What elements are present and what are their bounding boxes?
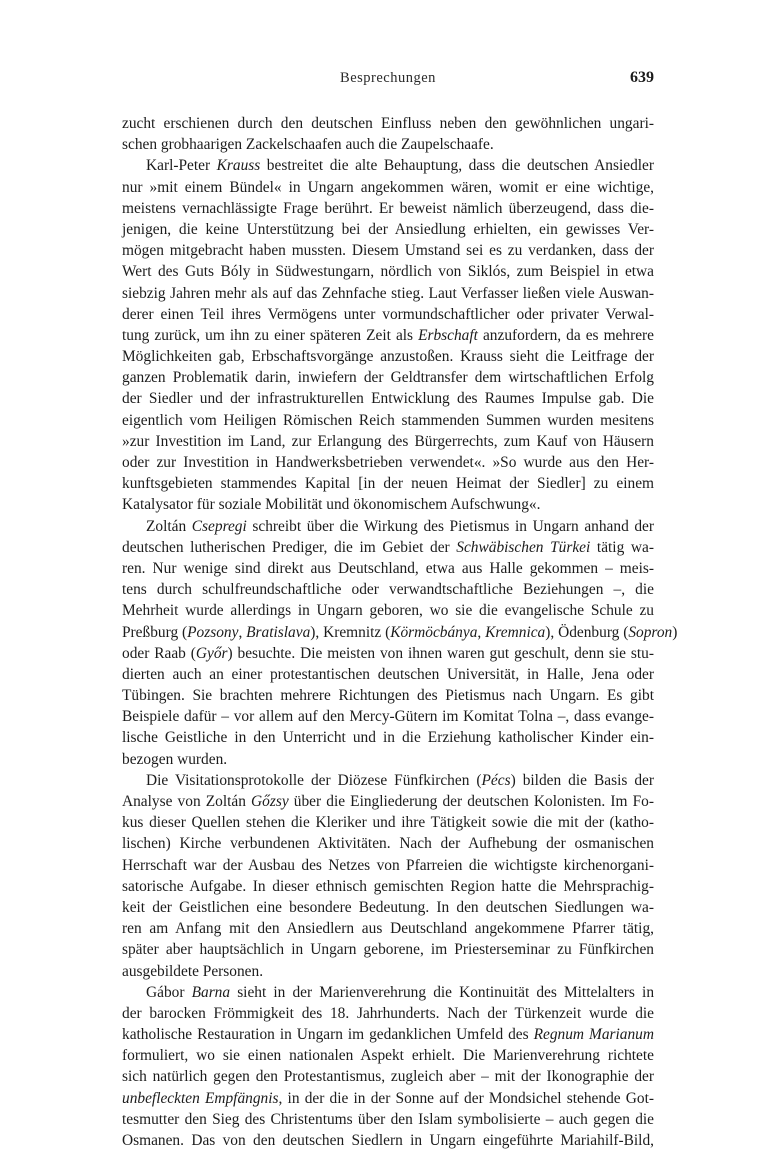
text-line: [122, 558, 654, 579]
text-segment: kunftsgebieten stammendes Kapital [in der neuen Heimat der Siedler] zu einem: [122, 475, 654, 493]
text-line: [122, 113, 654, 134]
text-line: [122, 833, 654, 854]
text-line: [122, 749, 654, 770]
text-segment: keit der Geistlichen eine besondere Bedeutung. In den deutschen Siedlungen wa-: [122, 898, 654, 916]
text-segment: ), Kremnitz (: [310, 623, 391, 641]
text-line: [122, 452, 654, 473]
italic-term: Erbschaft: [418, 326, 478, 344]
italic-term: Bratislava: [246, 623, 311, 641]
text-segment: ren. Nur wenige sind direkt aus Deutschland, etwa aus Halle gekommen – meis-: [122, 559, 654, 577]
text-segment: nur »mit einem Bündel« in Ungarn angekommen wären, womit er eine wichtige,: [122, 178, 654, 196]
text-segment: Beispiele dafür – vor allem auf den Mercy-Gütern im Komitat Tolna –, dass evange-: [122, 708, 654, 726]
text-line: [122, 240, 654, 261]
text-line: [122, 897, 654, 918]
text-segment: katholische Restauration in Ungarn im gedanklichen Umfeld des: [122, 1026, 534, 1044]
text-segment: satorische Aufgabe. In dieser ethnisch gemischten Region hatte die Mehrsprachig-: [122, 877, 654, 895]
text-segment: tätig wa-: [590, 538, 654, 556]
text-line: [122, 791, 654, 812]
text-line: [122, 177, 654, 198]
text-segment: tens durch schulfreundschaftliche oder verwandtschaftliche Beziehungen –, die: [122, 581, 654, 599]
text-line: [122, 1130, 654, 1151]
text-line: [122, 346, 654, 367]
text-line: [122, 431, 654, 452]
italic-term: Krauss: [216, 157, 261, 175]
text-line: [122, 918, 654, 939]
body-text: [122, 113, 678, 1151]
text-line: [122, 961, 654, 982]
text-segment: zucht erschienen durch den deutschen Einfluss neben den gewöhnlichen ungari-: [122, 115, 654, 132]
text-segment: Herrschaft war der Ausbau des Netzes von Pfarreien die wichtigste kirchenorgani-: [122, 856, 654, 874]
text-segment: Wert des Guts Bóly in Südwestungarn, nördlich von Siklós, zum Beispiel in etwa: [122, 263, 654, 281]
text-segment: meistens vernachlässigte Frage berührt. Er beweist nämlich überzeugend, dass die-: [122, 199, 654, 217]
italic-term: Pécs: [481, 771, 511, 789]
text-segment: oder Raab (: [122, 644, 196, 662]
text-line: [122, 367, 654, 388]
italic-term: Kremnica: [485, 623, 546, 641]
text-segment: Gábor: [146, 983, 192, 1001]
text-line: [122, 388, 654, 409]
running-header: [122, 70, 654, 92]
italic-term: Pozsony: [187, 623, 239, 641]
text-line: [122, 537, 654, 558]
text-line: [122, 982, 654, 1003]
text-segment: Osmanen. Das von den deutschen Siedlern in Ungarn eingeführte Mariahilf-Bild,: [122, 1132, 654, 1149]
text-segment: sich natürlich gegen den Protestantismus, zugleich aber – mit der Ikonographie der: [122, 1068, 654, 1086]
text-line: [122, 664, 654, 685]
text-segment: ,: [477, 623, 486, 641]
text-line: [122, 1003, 654, 1024]
text-segment: anzufordern, da es mehrere: [477, 326, 654, 344]
italic-term: Győr: [195, 644, 228, 662]
text-segment: ,: [238, 623, 247, 641]
text-segment: jenigen, die keine Unterstützung bei der Ansiedlung erhielten, ein gewisses Ver-: [122, 220, 654, 238]
italic-term: Körmöcbánya: [390, 623, 478, 641]
text-segment: schreibt über die Wirkung des Pietismus in Ungarn anhand der: [246, 517, 655, 535]
italic-term: Schwäbischen Türkei: [456, 538, 591, 556]
text-segment: »zur Investition im Land, zur Erlangung des Bürgerrechts, zum Kauf von Häusern: [122, 432, 654, 450]
text-segment: ausgebildete Personen.: [122, 962, 264, 980]
text-segment: schen grobhaarigen Zackelschaafen auch die Zaupelschaafe.: [122, 136, 494, 154]
text-line: [122, 261, 654, 282]
italic-term: Gőzsy: [251, 793, 289, 810]
text-line: [122, 727, 654, 748]
text-line: [122, 600, 654, 621]
text-segment: ): [672, 623, 678, 641]
text-segment: sieht in der Marienverehrung die Kontinuität des Mittelalters in: [230, 983, 655, 1001]
text-segment: , in der die in der Sonne auf der Mondsichel stehende Got-: [278, 1089, 654, 1107]
text-line: [122, 219, 654, 240]
text-segment: Möglichkeiten gab, Erbschaftsvorgänge anzustoßen. Krauss sieht die Leitfrage der: [122, 348, 654, 366]
text-segment: ganzen Problematik darin, inwiefern der Geldtransfer dem wirtschaftlichen Erfolg: [122, 369, 654, 387]
text-line: [122, 283, 654, 304]
text-segment: der barocken Frömmigkeit des 18. Jahrhunderts. Nach der Türkenzeit wurde die: [122, 1004, 654, 1022]
text-line: [122, 685, 654, 706]
text-segment: über die Eingliederung der deutschen Kolonisten. Im Fo-: [288, 793, 654, 810]
text-line: [122, 876, 654, 897]
text-segment: mögen mitgebracht haben mussten. Diesem Umstand sei es zu verdanken, dass der: [122, 242, 654, 260]
text-segment: kus dieser Quellen stehen die Kleriker und ihre Tätigkeit sowie die mit der (katho-: [122, 814, 654, 832]
text-segment: ) bilden die Basis der: [510, 771, 654, 789]
italic-term: Sopron: [628, 623, 673, 641]
text-segment: Katalysator für soziale Mobilität und ökonomischem Aufschwung«.: [122, 496, 541, 514]
text-segment: bezogen wurden.: [122, 750, 228, 768]
text-line: [122, 643, 654, 664]
italic-term: Barna: [191, 983, 231, 1001]
italic-term: Regnum Marianum: [533, 1026, 654, 1044]
text-segment: bestreitet die alte Behauptung, dass die deutschen Ansiedler: [260, 157, 654, 175]
text-segment: derer einen Teil ihres Vermögens unter vormundschaftlicher oder privater Verwal-: [122, 305, 654, 323]
text-segment: Tübingen. Sie brachten mehrere Richtungen des Pietismus nach Ungarn. Es gibt: [122, 687, 654, 705]
text-line: [122, 1109, 654, 1130]
text-segment: Mehrheit wurde allerdings in Ungarn geboren, wo sie die evangelische Schule zu: [122, 602, 654, 620]
text-line: [122, 516, 654, 537]
text-line: [122, 473, 654, 494]
text-segment: tung zurück, um ihn zu einer späteren Zeit als: [122, 326, 419, 344]
text-segment: oder zur Investition in Handwerksbetrieben verwendet«. »So wurde aus den Her-: [122, 454, 654, 471]
text-line: [122, 198, 654, 219]
text-segment: deutschen lutherischen Prediger, die im Gebiet der: [122, 538, 457, 556]
text-segment: der Siedler und der infrastrukturellen Entwicklung des Raumes Impulse gab. Die: [122, 390, 654, 408]
text-segment: ren am Anfang mit den Ansiedlern aus Deutschland angekommene Pfarrer tätig,: [122, 920, 654, 938]
text-segment: Zoltán: [146, 517, 192, 535]
text-segment: später aber hauptsächlich in Ungarn geborene, im Priesterseminar zu Fünfkirchen: [122, 941, 654, 959]
text-line: [122, 812, 654, 833]
text-segment: formuliert, wo sie einen nationalen Aspekt erhielt. Die Marienverehrung richtete: [122, 1047, 654, 1065]
text-segment: Die Visitationsprotokolle der Diözese Fünfkirchen (: [146, 771, 482, 789]
text-segment: ) besuchte. Die meisten von ihnen waren gut geschult, denn sie stu-: [227, 644, 654, 662]
text-line: [122, 1066, 654, 1087]
text-line: [122, 325, 654, 346]
italic-term: Csepregi: [191, 517, 247, 535]
text-line: [122, 410, 654, 431]
text-line: [122, 494, 654, 515]
text-line: [122, 770, 654, 791]
text-line: [122, 855, 654, 876]
text-line: [122, 622, 678, 643]
text-line: [122, 1088, 654, 1109]
text-line: [122, 706, 654, 727]
italic-term: unbefleckten Empfängnis: [122, 1089, 279, 1107]
text-line: [122, 1024, 654, 1045]
text-segment: lische Geistliche in den Unterricht und in die Erziehung katholischer Kinder ein-: [122, 729, 654, 747]
text-segment: tesmutter den Sieg des Christentums über den Islam symbolisierte – auch gegen die: [122, 1110, 654, 1128]
text-segment: siebzig Jahren mehr als auf das Zehnfache stieg. Laut Verfasser ließen viele Auswan-: [122, 284, 654, 302]
text-segment: Preßburg (: [122, 623, 188, 641]
page-number: 639: [630, 69, 654, 86]
text-line: [122, 1045, 654, 1066]
text-line: [122, 304, 654, 325]
text-segment: eigentlich vom Heiligen Römischen Reich stammenden Summen wurden mesitens: [122, 411, 654, 429]
text-segment: dierten auch an einer protestantischen deutschen Universität, in Halle, Jena oder: [122, 665, 654, 683]
text-segment: Karl-Peter: [146, 157, 217, 175]
text-segment: Analyse von Zoltán: [122, 793, 252, 810]
running-title: Besprechungen: [340, 70, 436, 86]
text-line: [122, 134, 654, 155]
text-segment: lischen) Kirche verbundenen Aktivitäten. Nach der Aufhebung der osmanischen: [122, 835, 654, 853]
text-line: [122, 939, 654, 960]
text-line: [122, 579, 654, 600]
text-segment: ), Ödenburg (: [545, 623, 629, 641]
text-line: [122, 155, 654, 176]
